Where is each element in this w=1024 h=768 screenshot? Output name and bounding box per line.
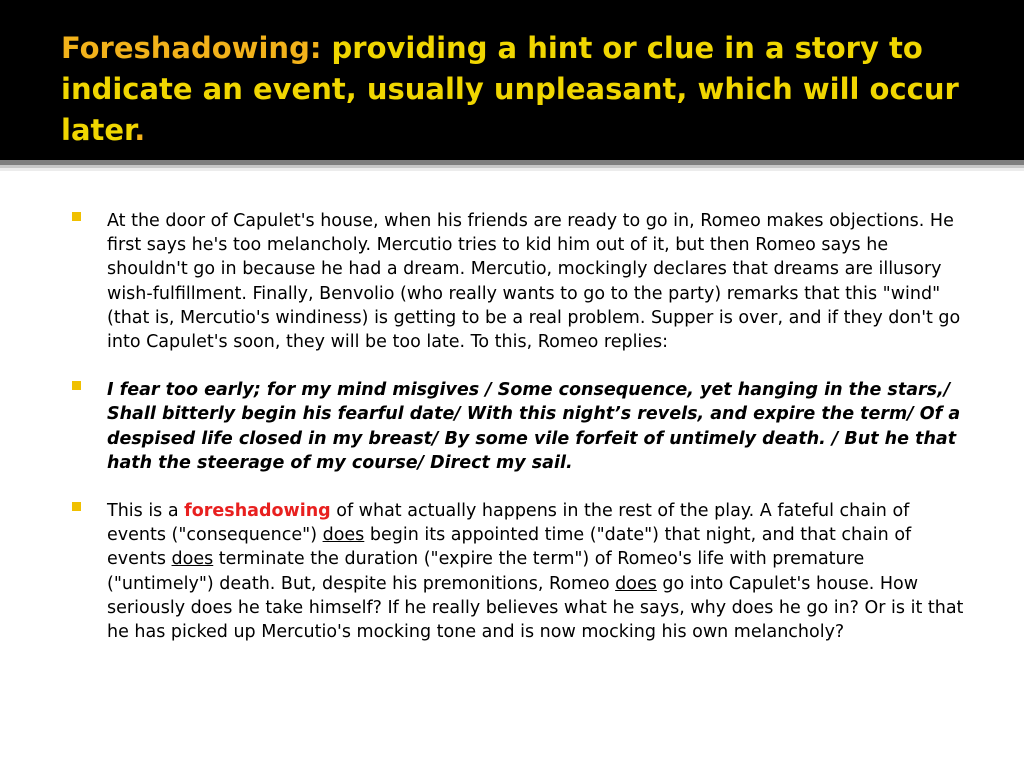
emphasis-does-1: does [322,525,365,546]
quote-text: I fear too early; for my mind misgives / Some consequence, yet hanging in the stars,/ Shall bitterly begin his fearful date/ With this night’s revels, and expire the term/ Of a despised life closed in my breast/ By some vile forfeit of untimely death. / But he that hath the steerage of my course/ Direct my sail. [107,380,961,473]
bullet-item-analysis [72,499,972,644]
emphasis-does-2: does [171,549,214,570]
bullet-text: At the door of Capulet's house, when his friends are ready to go in, Romeo makes objections. He first says he's too melancholy. Mercutio tries to kid him out of it, but then Romeo says he shouldn't go in because he had a dream. Mercutio, mockingly declares that dreams are illusory wish-fulfillment. Finally, Benvolio (who really wants to go to the party) remarks that this "wind" (that is, Mercutio's windiness) is getting to be a real problem. Supper is over, and if they don't go into Capulet's soon, they will be too late. To this, Romeo replies: [107,211,961,353]
bullet-item-quote [72,378,972,475]
title-term: Foreshadowing: [61,31,322,65]
title-definition: providing a hint or clue in a story to indicate an event, usually unpleasant, which will occur later [61,31,959,147]
analysis-text-4: terminate the duration ("expire the term") of Romeo's life with premature ("untimely") death. But, despite his premonitions, Romeo [107,549,865,594]
square-bullet-icon [72,381,81,390]
emphasis-does-3: does [615,573,657,594]
bullet-item-summary [72,209,972,354]
title-period: . [134,113,146,147]
bullet-list [72,209,972,644]
analysis-text-3: begin its appointed time ("date") that night, and that chain of events [107,525,912,570]
square-bullet-icon [72,212,81,221]
analysis-text-2: of what actually happens in the rest of the play. A fateful chain of events ("consequence") [107,501,910,546]
title-divider-fade [0,168,1024,171]
slide-title [61,28,991,151]
foreshadowing-term: foreshadowing [184,501,331,522]
analysis-text-1: This is a [107,501,185,522]
square-bullet-icon [72,502,81,511]
title-bar [0,0,1024,160]
analysis-text-5: go into Capulet's house. How seriously does he take himself? If he really believes what he says, why does he go in? Or is it that he has picked up Mercutio's mocking tone and is now mocking his own melancholy? [107,573,964,643]
